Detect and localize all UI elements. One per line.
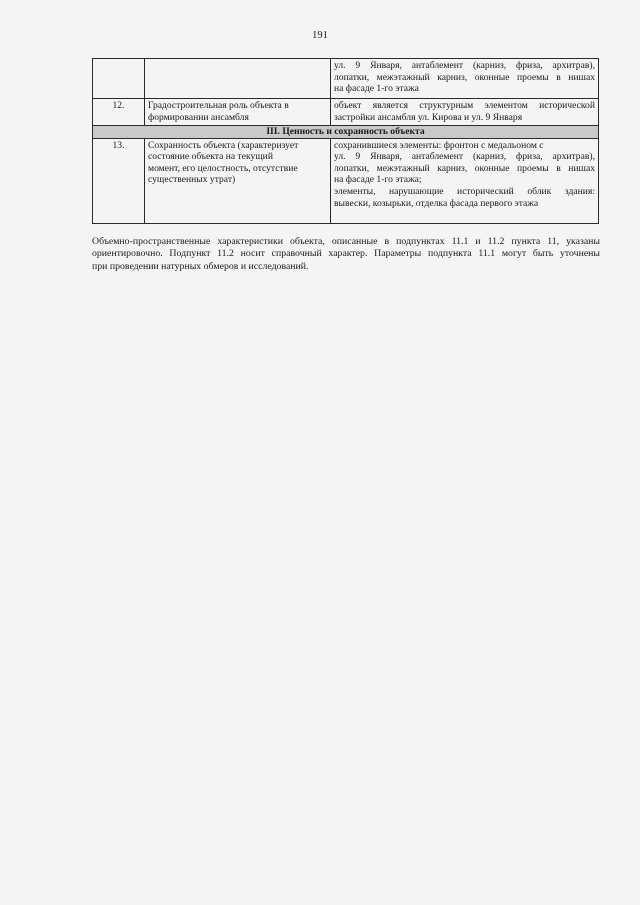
note-line: при проведении натурных обмеров и исследований.	[92, 260, 309, 272]
description-line: на фасаде 1-го этажа;	[334, 174, 422, 186]
row-description-cell	[331, 138, 599, 223]
table-row	[93, 99, 599, 126]
table-row	[93, 59, 599, 99]
row-number-cell: 13.	[93, 138, 145, 223]
row-name-cell	[145, 59, 331, 99]
name-line: момент, его целостность, отсутствие	[148, 162, 298, 174]
name-line: Сохранность объекта (характеризует	[148, 139, 299, 151]
description-line: сохранившиеся элементы: фронтон с медальоном с	[334, 139, 544, 151]
description-line: застройки ансамбля ул. Кирова и ул. 9 Января	[334, 111, 523, 123]
description-line: ул. 9 Января, антаблемент (карниз, фриза, архитрав),	[334, 151, 595, 163]
description-line: ул. 9 Января, антаблемент (карниз, фриза, архитрав),	[334, 60, 595, 71]
section-header-row	[93, 126, 599, 139]
table-row	[93, 138, 599, 223]
name-line: формировании ансамбля	[148, 111, 249, 123]
name-line: состояние объекта на текущий	[148, 151, 273, 163]
page-number: 191	[312, 30, 328, 41]
description-line: вывески, козырьки, отделка фасада первого этажа	[334, 197, 539, 209]
row-description-cell	[331, 59, 599, 99]
object-characteristics-table	[92, 58, 599, 224]
row-name-cell	[145, 99, 331, 126]
note-line: ориентировочно. Подпункт 11.2 носит справочный характер. Параметры подпункта 11.1 могут быть уточнены	[92, 248, 600, 260]
note-line: Объемно-пространственные характеристики объекта, описанные в подпунктах 11.1 и 11.2 пункта 11, указаны	[92, 236, 600, 247]
description-line: на фасаде 1-го этажа	[334, 83, 419, 95]
row-number-cell: 12.	[93, 99, 145, 126]
name-line: Градостроительная роль объекта в	[148, 100, 289, 111]
description-line: лопатки, межэтажный карниз, оконные проемы в нишах	[334, 71, 595, 83]
description-line: объект является структурным элементом исторической	[334, 100, 595, 111]
name-line: существенных утрат)	[148, 174, 236, 186]
section-header: III. Ценность и сохранность объекта	[93, 126, 599, 139]
footnote-paragraph	[92, 236, 600, 273]
row-number-cell	[93, 59, 145, 99]
description-line: лопатки, межэтажный карниз, оконные проемы в нишах	[334, 162, 595, 174]
row-description-cell	[331, 99, 599, 126]
row-name-cell	[145, 138, 331, 223]
description-line: элементы, нарушающие исторический облик здания:	[334, 185, 595, 197]
